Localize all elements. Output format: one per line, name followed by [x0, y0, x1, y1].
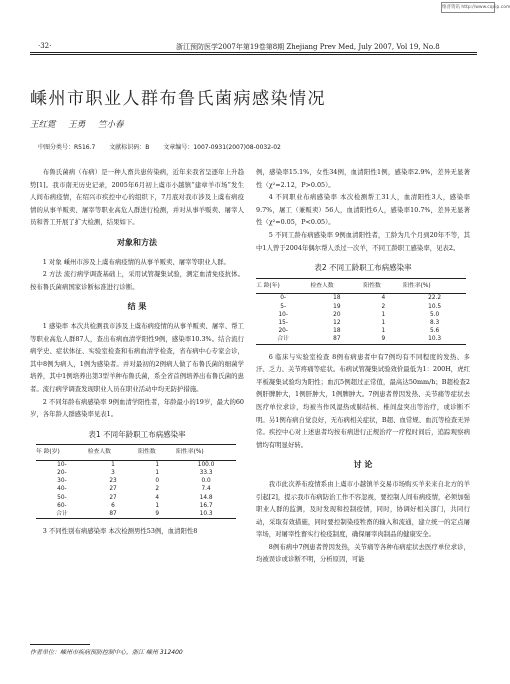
table-cell: 1 [155, 470, 160, 477]
results-clinical: 6 临床与实验室检查 8例布病患者中有7例均有不同程度的发热、多汗、乏力、关节疼痛等症状。布病试管凝集试验效价最低为1：200H，虎红平板凝集试验均为阳性；血沉5例超过正常值，最高达50mm/h；B超检查2例肝脾肿大，1例肝肿大，1例脾肿大。7例患者曾因发热、关节痛等症状去医疗单位求诊，均被当作风湿热或肺结核、椎间盘突出等治疗，或诊断不明。另1例布病自觉良好，无布病相关症状，B超、血常规、血沉等检查无异常。疾控中心对上述患者均按布病进行正规治疗一疗程时间后，追踪观察病情均有明显好转。 [256, 352, 470, 449]
table-cell: 15- [278, 319, 288, 326]
table1-header-cell: 阳性数 [138, 445, 176, 461]
table-cell: 合计 [256, 335, 310, 344]
right-column [256, 166, 470, 566]
table-cell: 4 [381, 295, 386, 302]
table-cell: 10- [278, 311, 288, 318]
table-cell: 27 [109, 486, 117, 493]
table-cell: 18 [333, 328, 341, 335]
document-code: 文献标识码：B [109, 144, 150, 151]
table1-header-cell: 年 龄(岁) [36, 445, 88, 461]
table-row [36, 469, 236, 477]
header-rule-thin [30, 54, 477, 55]
left-column [30, 166, 244, 538]
results-gender: 3 不同性别布病感染率 本次检测男性53例，血清阳性8 [42, 527, 198, 536]
table-row [256, 319, 466, 327]
table-cell: 19 [333, 303, 341, 310]
table1-header-cell: 检查人数 [88, 445, 139, 461]
table-cell: 10.3 [176, 510, 236, 519]
methods-heading: 对象和方法 [117, 237, 157, 247]
table-row [36, 502, 236, 510]
table2-title: 表2 不同工龄职工布病感染率 [314, 263, 412, 273]
discussion-paragraph: 8例布病中7例患者曾因发热，关节痛等各种布病症状去医疗单位求诊，均被误诊或诊断不明，分析原因，可能 [256, 542, 470, 564]
table-cell: 16.7 [199, 502, 213, 509]
discussion-heading: 讨 论 [353, 460, 373, 470]
table-row [256, 311, 466, 319]
table2-header-cell: 阳性率(%) [403, 278, 466, 294]
table-cell: 0.0 [201, 478, 211, 485]
table-cell: 20- [278, 328, 288, 335]
table-cell: 1 [111, 461, 115, 468]
table-cell: 1 [155, 502, 160, 509]
header-rule [30, 52, 477, 53]
table-cell: 5.6 [429, 328, 440, 335]
article-meta [38, 142, 293, 151]
table1-title: 表1 不同年龄职工布病感染率 [88, 429, 186, 439]
article-id: 文章编号：1007-0931(2007)08-0032-02 [163, 144, 281, 151]
table-cell: 3 [111, 470, 115, 477]
intro-paragraph: 布鲁氏菌病（布病）是一种人畜共患传染病，近年来我省呈逐年上升趋势[1]。我市南无历史记录，2005年6月初上虞市小越镇“建章羊市场”发生人间布病疫情，在绍兴市疾控中心的组织下，7月底对我市涉及上虞布病疫情的从事羊贩卖、屠宰等职业高危人群进行检测，并对从事羊贩卖、屠宰人员和普工开展了扩大检测，结果如下。 [30, 168, 244, 227]
table-cell: 20- [57, 470, 67, 477]
table-cell: 87 [310, 335, 363, 344]
table-cell: 1 [381, 328, 386, 335]
results-heading: 结 果 [127, 302, 147, 312]
table-cell: 50- [57, 494, 67, 501]
table-row [256, 335, 466, 344]
page-number: ·32· [38, 42, 52, 50]
results-occupation: 4 不同职业布病感染率 本次检测帮工31人，血清阳性3人，感染率9.7%，屠工（兼贩卖）56人，血清阳性6人，感染率10.7%，差异无显著性（χ²=0.05，P<0.05）。 [256, 193, 470, 227]
table-row [36, 485, 236, 493]
table1-header-cell: 阳性率(%) [176, 445, 236, 461]
table-cell: 1 [381, 319, 386, 326]
table2-header [256, 278, 466, 294]
discussion-paragraph: 我市此次养布疫情系由上虞市小越镇羊交易市场购买羊来来自北方的羊引起[2]，提示我市布病防治工作不容忽视，要控制人间布病疫情，必须加强职业人群的监测，及时发现和控制疫情，同时，协调好相关部门，共同行动，采取有效措施，同时要控制染疫牲畜的输入和流通，建立统一的定点屠宰场，对屠宰性畜实行检疫制度，确保屠宰肉制品的健康安全。 [256, 479, 470, 539]
author: 王红霓 [30, 120, 56, 130]
table-cell: 5.0 [429, 311, 440, 318]
table-cell: 27 [109, 494, 117, 501]
methods-subject: 1 对象 嵊州市涉及上虞布病疫情的从事羊贩卖、屠宰等职业人群。 [42, 257, 230, 266]
table-row [36, 510, 236, 519]
results-work-years: 5 不同工龄布病感染率 9例血清阳性者，工龄为几个月到20年不等，其中1人曾于2004年偶尔帮人杀过一次羊，不同工龄职工感染率，见表2。 [256, 230, 470, 252]
table-cell: 1 [381, 311, 386, 318]
table2-header-cell: 检查人数 [310, 278, 363, 294]
gender-continued: 例，感染率15.1%，女性34例，血清阳性1例，感染率2.9%，差异无显著性（χ²=2.12，P>0.05）。 [256, 168, 470, 189]
table-cell: 合计 [36, 510, 88, 519]
table-cell: 60- [57, 502, 67, 509]
table-cell: 40- [57, 486, 67, 493]
table-cell: 9 [138, 510, 176, 519]
author: 王勇 [68, 120, 86, 130]
table-cell: 4 [155, 494, 160, 501]
table-cell: 8.3 [429, 319, 440, 326]
table-cell: 1 [155, 461, 160, 468]
table-cell: 33.3 [199, 470, 213, 477]
table-cell: 10- [57, 461, 67, 468]
methods-method: 2 方法 流行病学调查基础上，采用试管凝集试验，测定血清免疫抗体。按布鲁氏菌病国家诊断标准进行诊断。 [30, 270, 244, 291]
table-cell: 2 [381, 303, 386, 310]
authors [30, 118, 133, 130]
table2 [256, 278, 466, 345]
table1-header [36, 445, 236, 461]
results-age: 2 不同年龄布病感染率 9例血清学阳性者，年龄最小的19岁，最大的60岁，各年龄人群感染率见表1。 [30, 397, 244, 419]
table-cell: 30- [57, 478, 67, 485]
table-cell: 5- [280, 303, 287, 310]
table-cell: 9 [363, 335, 403, 344]
table1 [36, 444, 236, 519]
table-cell: 22.2 [428, 295, 442, 302]
table-row [36, 477, 236, 485]
table-row [256, 294, 466, 303]
author: 竺小春 [97, 120, 124, 130]
table-cell: 100.0 [197, 461, 215, 468]
results-infection-rate: 1 感染率 本次共检测我市涉及上虞布病疫情的从事羊贩卖、屠宰、帮工等职业高危人群87人，查出布病血清学阳性9例，感染率10.3%。结合流行病学史、症状体征、实验室检查和布病血清学检查，省布病中心专家会诊，其中8例为病人，1例为感染者。并对最初的2例病人做了布鲁氏菌的细菌学培养，其中1例培养出第3型羊种布鲁氏菌，系全省首例培养出布鲁氏菌的患者。流行病学调查发现职业人员在职业活动中均无防护措施。 [30, 321, 244, 393]
table-cell: 10.3 [403, 335, 466, 344]
table2-header-cell: 阳性数 [363, 278, 403, 294]
table-row [36, 494, 236, 502]
table-cell: 0 [155, 478, 160, 485]
article-title: 嵊州市职业人群布鲁氏菌病感染情况 [30, 89, 326, 109]
table-row [256, 327, 466, 335]
journal-info: 浙江预防医学2007年第19卷第8期 Zhejiang Prev Med, July 2007, Vol 19, No.8 [176, 43, 440, 51]
table-cell: 14.8 [199, 494, 213, 501]
table-cell: 20 [333, 311, 341, 318]
author-affiliation: 作者单位：嵊州市疾病预防控制中心，浙江 嵊州 312400 [30, 649, 183, 656]
table-cell: 87 [88, 510, 139, 519]
table-cell: 23 [109, 478, 117, 485]
table-cell: 18 [333, 295, 341, 302]
table-cell: 7.4 [201, 486, 211, 493]
table-row [36, 460, 236, 469]
watermark: 维普资讯 http://www.cqvip.com [441, 2, 495, 13]
clc-number: 中图分类号：R516.7 [38, 144, 96, 151]
table-row [256, 303, 466, 311]
table-cell: 10.5 [428, 303, 442, 310]
table-cell: 2 [155, 486, 160, 493]
table-cell: 0- [280, 295, 287, 302]
table-cell: 6 [111, 502, 115, 509]
table-cell: 12 [333, 319, 341, 326]
table2-header-cell: 工 龄(年) [256, 278, 310, 294]
footnote-rule [30, 644, 90, 645]
